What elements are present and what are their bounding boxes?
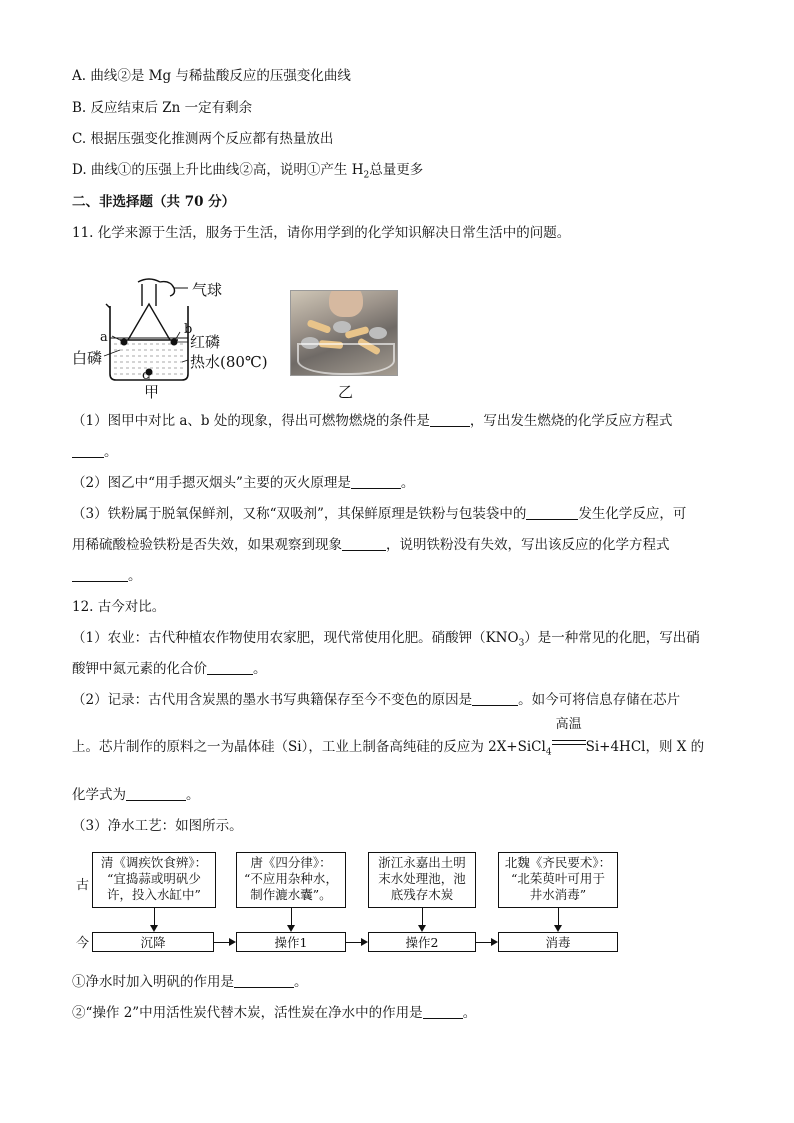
arrow-down-4 — [554, 925, 562, 932]
section-title: 二、非选择题（共 70 分） — [72, 194, 236, 210]
q12-p1-text: （1）农业：古代种植农作物使用农家肥，现代常使用化肥。硝酸钾（KNO — [72, 630, 519, 646]
q12-s1-blank[interactable] — [234, 973, 294, 988]
fig-yi-caption: 乙 — [338, 383, 354, 401]
modern-step-4: 消毒 — [498, 932, 618, 952]
q12-sub2 — [72, 1003, 476, 1023]
ancient-box-1-line3: 许，投入水缸中” — [107, 887, 201, 902]
q12-p1-end: 。 — [253, 661, 267, 677]
arrow-right-3 — [491, 938, 498, 946]
label-c: c — [142, 368, 150, 383]
q11-p3-text: （3）铁粉属于脱氧保鲜剂，又称“双吸剂”，其保鲜原理是铁粉与包装袋中的 — [72, 506, 527, 522]
option-d-pre: D. 曲线①的压强上升比曲线②高，说明①产生 H — [72, 162, 364, 178]
arrow-down-3 — [418, 925, 426, 932]
ancient-box-1-line2: “宜捣蒜或明矾少 — [107, 871, 201, 886]
q11-stem: 11. 化学来源于生活，服务于生活，请你用学到的化学知识解决日常生活中的问题。 — [72, 225, 571, 241]
q12-part2-cont — [72, 717, 705, 763]
ancient-box-4-line1: 北魏《齐民要术》： — [504, 855, 612, 870]
arrow-down-1 — [150, 925, 158, 932]
ancient-box-1 — [92, 852, 216, 908]
ashtray-photo — [290, 290, 398, 376]
q12-s2-blank[interactable] — [423, 1004, 463, 1019]
q12-s1-text: ①净水时加入明矾的作用是 — [72, 974, 234, 990]
q11-p1-blank1[interactable] — [430, 412, 470, 427]
q11-p2-text: （2）图乙中“用手摁灭烟头”主要的灭火原理是 — [72, 475, 351, 491]
arrow-down-2 — [287, 925, 295, 932]
q12-p2-sub: 4 — [545, 747, 552, 758]
q12-p2-blank2[interactable] — [126, 786, 186, 801]
q12-p1-sub: 3 — [518, 638, 525, 649]
q11-p2-end: 。 — [400, 475, 415, 491]
option-d-sub: 2 — [363, 170, 370, 181]
modern-step-2: 操作1 — [236, 932, 346, 952]
q11-part1-cont — [72, 442, 118, 462]
q12-s2-end: 。 — [462, 1005, 477, 1021]
q11-p1-blank2[interactable] — [72, 443, 104, 458]
q11-p3-end: 。 — [128, 568, 142, 584]
q12-p1-text3: 酸钾中氮元素的化合价 — [72, 661, 207, 677]
q12-part3: （3）净水工艺：如图所示。 — [72, 818, 243, 834]
ancient-box-3-line2: 末水处理池，池 — [378, 871, 466, 886]
q11-p1-text: （1）图甲中对比 a、b 处的现象，得出可燃物燃烧的条件是 — [72, 413, 430, 429]
ancient-box-2-line2: “不应用杂种水， — [244, 871, 338, 886]
q12-part2-end — [72, 785, 200, 805]
q11-p3-text3: 用稀硫酸检验铁粉是否失效，如果观察到现象 — [72, 537, 342, 553]
ancient-box-4-line2: “北茱萸叶可用于 — [511, 871, 605, 886]
ancient-box-4-line3: 井水消毒” — [529, 887, 587, 902]
q12-sub1 — [72, 972, 308, 992]
option-a: A. 曲线②是 Mg 与稀盐酸反应的压强变化曲线 — [72, 68, 351, 84]
q11-p1-end: 。 — [104, 444, 118, 460]
q11-part2 — [72, 473, 414, 493]
q11-p2-blank[interactable] — [351, 474, 401, 489]
option-d — [72, 160, 423, 186]
option-d-post: 总量更多 — [369, 162, 424, 178]
q12-part2 — [72, 690, 680, 710]
ancient-box-3-line3: 底残存木炭 — [390, 887, 454, 902]
q11-p3-blank1[interactable] — [526, 505, 578, 520]
q12-s1-end: 。 — [294, 974, 308, 990]
flow-ancient-label: 古 — [76, 878, 90, 893]
q11-part3-cont — [72, 535, 670, 555]
q11-part1 — [72, 411, 672, 431]
label-b: b — [184, 322, 193, 337]
balloon-label: 气球 — [192, 281, 223, 299]
q11-p1-text2: ，写出发生燃烧的化学反应方程式 — [469, 413, 673, 429]
q12-p2-text3: 上。芯片制作的原料之一为晶体硅（Si），工业上制备高纯硅的反应为 2X+SiCl — [72, 739, 546, 755]
q12-p2-text2: 。如今可将信息存储在芯片 — [518, 692, 681, 708]
label-a: a — [100, 330, 108, 345]
q12-p2-blank1[interactable] — [472, 691, 518, 706]
q12-s2-text: ②“操作 2”中用活性炭代替木炭，活性炭在净水中的作用是 — [72, 1005, 423, 1021]
fig-jia-caption: 甲 — [144, 383, 160, 401]
q11-p3-blank3[interactable] — [72, 567, 128, 582]
ancient-box-4 — [498, 852, 618, 908]
modern-step-3: 操作2 — [368, 932, 476, 952]
q12-p1-blank[interactable] — [207, 660, 253, 675]
flow-modern-label: 今 — [76, 936, 90, 951]
q12-part1-cont — [72, 659, 267, 679]
q12-p2-text4: Si+4HCl，则 X 的 — [585, 739, 705, 755]
ancient-box-3-line1: 浙江永嘉出土明 — [378, 855, 466, 870]
q12-stem: 12. 古今对比。 — [72, 599, 166, 615]
ancient-box-1-line1: 清《调疾饮食辨》： — [100, 855, 208, 870]
q11-p3-blank2[interactable] — [342, 536, 386, 551]
ancient-box-3 — [368, 852, 476, 908]
option-b: B. 反应结束后 Zn 一定有剩余 — [72, 100, 253, 116]
arrow-right-2 — [361, 938, 368, 946]
hot-water-label: 热水(80℃) — [190, 353, 268, 371]
arrow-right-1 — [229, 938, 236, 946]
ancient-box-2 — [236, 852, 346, 908]
q11-part3 — [72, 504, 686, 524]
q12-p2-text: （2）记录：古代用含炭黑的墨水书写典籍保存至今不变色的原因是 — [72, 692, 473, 708]
q12-p1-text2: ）是一种常见的化肥，写出硝 — [524, 630, 700, 646]
white-phosphorus-label: 白磷 — [72, 349, 103, 367]
q11-p3-text2: 发生化学反应，可 — [578, 506, 687, 522]
q11-p3-text4: ，说明铁粉没有失效，写出该反应的化学方程式 — [386, 537, 670, 553]
option-c: C. 根据压强变化推测两个反应都有热量放出 — [72, 131, 334, 147]
ancient-box-2-line3: 制作漉水囊”。 — [250, 887, 332, 902]
reaction-condition-equals — [552, 717, 586, 751]
q11-part3-end — [72, 566, 142, 586]
modern-step-1: 沉降 — [92, 932, 214, 952]
red-phosphorus-label: 红磷 — [190, 333, 221, 351]
ancient-box-2-line1: 唐《四分律》： — [250, 855, 332, 870]
q12-p2-end: 。 — [186, 787, 200, 803]
q12-part1 — [72, 628, 700, 654]
q12-p2-text5: 化学式为 — [72, 787, 126, 803]
reaction-condition: 高温 — [555, 717, 582, 732]
